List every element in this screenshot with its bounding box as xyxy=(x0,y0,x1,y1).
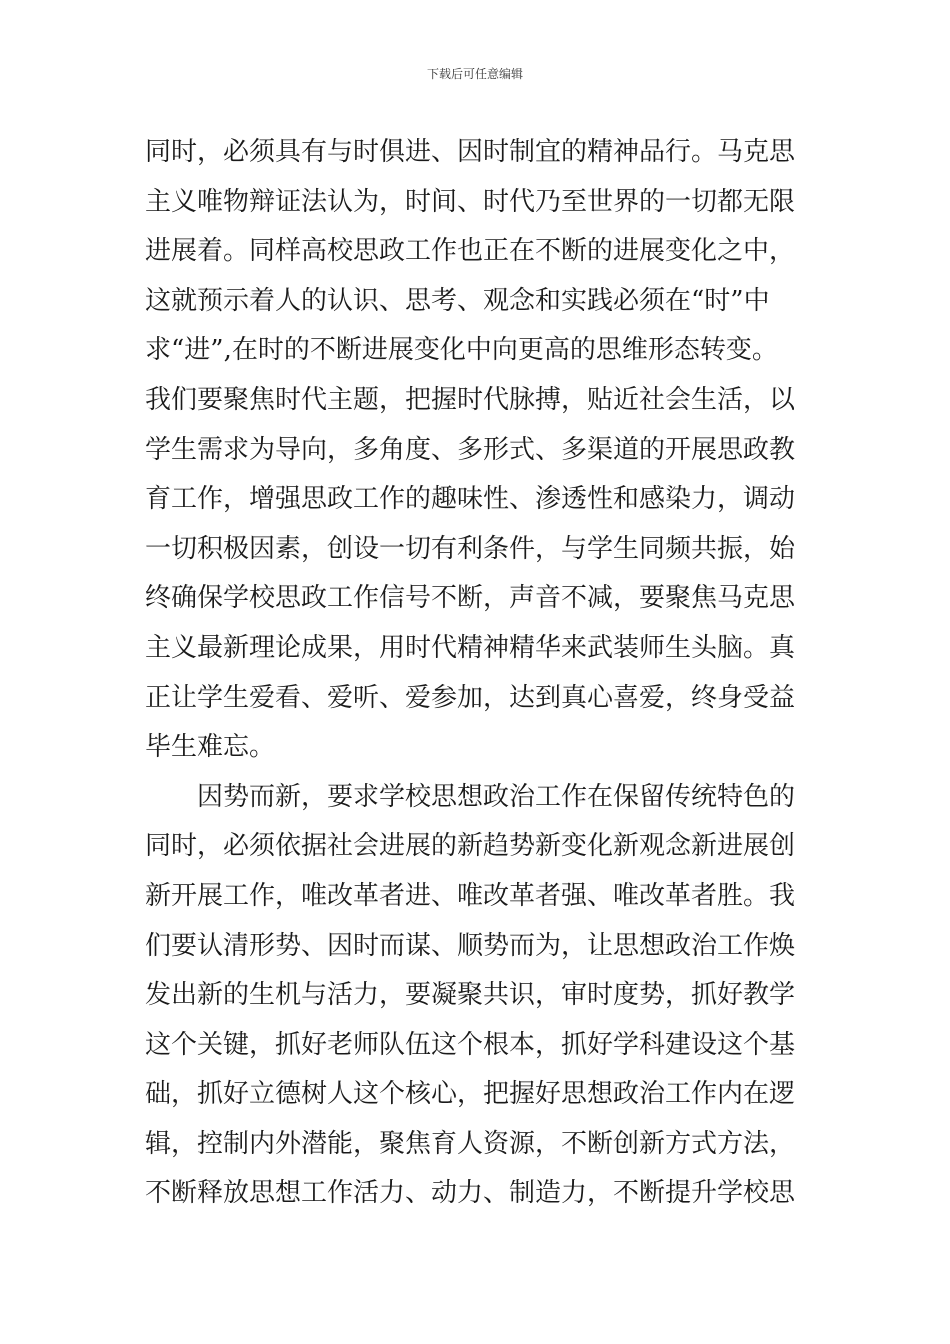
text-line: 我们要聚焦时代主题，把握时代脉搏，贴近社会生活，以 xyxy=(145,384,796,415)
paragraph-2 xyxy=(145,773,815,1219)
page-header: 下载后可任意编辑 xyxy=(426,67,523,81)
text-line: 正让学生爱看、爱听、爱参加，达到真心喜爱，终身受益 xyxy=(145,682,796,713)
text-line-indented: 因势而新，要求学校思想政治工作在保留传统特色的 xyxy=(197,781,796,812)
text-line: 同时，必须依据社会进展的新趋势新变化新观念新进展创 xyxy=(145,831,796,862)
text-line: 辑，控制内外潜能，聚焦育人资源，不断创新方式方法， xyxy=(145,1128,796,1159)
text-line: 们要认清形势、因时而谋、顺势而为，让思想政治工作焕 xyxy=(145,930,796,961)
text-line: 终确保学校思政工作信号不断，声音不减，要聚焦马克思 xyxy=(145,583,796,614)
text-line: 学生需求为导向，多角度、多形式、多渠道的开展思政教 xyxy=(145,434,796,465)
text-line: 发出新的生机与活力，要凝聚共识，审时度势，抓好教学 xyxy=(145,980,796,1011)
text-line: 主义唯物辩证法认为，时间、时代乃至世界的一切都无限 xyxy=(145,186,796,217)
text-line: 求“进”,在时的不断进展变化中向更高的思维形态转变。 xyxy=(145,335,778,366)
text-line: 进展着。同样高校思政工作也正在不断的进展变化之中， xyxy=(145,236,796,267)
text-line: 毕生难忘。 xyxy=(145,732,276,763)
text-line: 不断释放思想工作活力、动力、制造力，不断提升学校思 xyxy=(145,1178,796,1209)
text-line: 这就预示着人的认识、思考、观念和实践必须在“时”中 xyxy=(145,285,770,316)
text-line: 这个关键，抓好老师队伍这个根本，抓好学科建设这个基 xyxy=(145,1029,796,1060)
text-line: 主义最新理论成果，用时代精神精华来武装师生头脑。真 xyxy=(145,632,796,663)
text-line: 育工作，增强思政工作的趣味性、渗透性和感染力，调动 xyxy=(145,484,796,515)
text-line: 新开展工作，唯改革者进、唯改革者强、唯改革者胜。我 xyxy=(145,880,796,911)
text-line: 础，抓好立德树人这个核心，把握好思想政治工作内在逻 xyxy=(145,1079,796,1110)
text-line: 一切积极因素，创设一切有利条件，与学生同频共振，始 xyxy=(145,533,796,564)
text-line: 同时，必须具有与时俱进、因时制宜的精神品行。马克思 xyxy=(145,137,796,167)
paragraph-1 xyxy=(145,128,815,773)
document-body xyxy=(145,128,815,1219)
